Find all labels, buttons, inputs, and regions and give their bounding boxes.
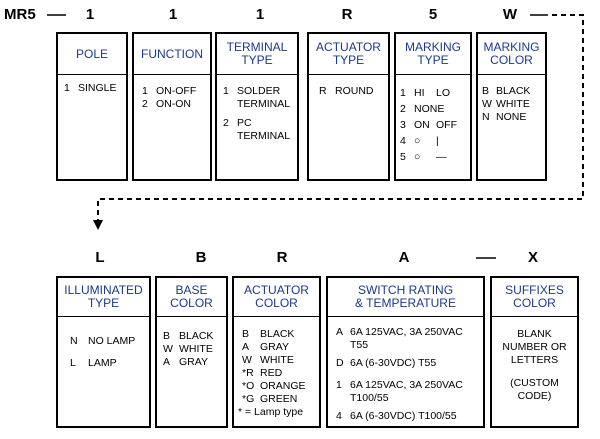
actuator-color-box: [232, 276, 321, 428]
illuminated-option: L LAMP: [70, 357, 117, 369]
marking-color-box: [476, 32, 547, 181]
marking-type-option: 4 ○ |: [400, 135, 439, 147]
actuator-color-option: W WHITE: [242, 354, 294, 366]
terminal-title: TERMINAL TYPE: [217, 34, 297, 75]
code-marking-type: 5: [428, 6, 438, 23]
code-pole: 1: [85, 6, 95, 23]
code-switch-rating: A: [398, 249, 410, 266]
suffix-letters: LETTERS: [510, 354, 559, 366]
function-option: 2 ON-ON: [142, 98, 191, 110]
suffixes-title: SUFFIXES COLOR: [492, 278, 577, 317]
lamp-type-note: * = Lamp type: [238, 406, 304, 418]
code-illuminated: L: [95, 249, 105, 266]
suffix-number-or: NUMBER OR: [502, 341, 567, 353]
switch-rating-box: SWITCH RATING & TEMPERATURE A 6A 125VAC, 3A 250VAC T55 D 6A (6-30VDC) T55 1 6A 125VAC, 3A 250VAC T100/55 4 6A (6-30VDC) T100/55: [326, 276, 485, 428]
actuator-color-title: ACTUATOR COLOR: [234, 278, 319, 317]
suffix-code: CODE): [517, 390, 552, 402]
pole-box: [56, 32, 128, 181]
base-color-title: BASE COLOR: [157, 278, 226, 317]
marking-type-option: 1 HI LO: [400, 87, 451, 99]
base-color-option: B BLACK: [163, 330, 214, 342]
terminal-option: 1 SOLDER: [223, 85, 281, 97]
base-color-option: W WHITE: [163, 343, 213, 355]
switch-rating-title: SWITCH RATING & TEMPERATURE: [328, 278, 483, 317]
part-prefix: MR5: [4, 6, 36, 23]
actuator-type-title: ACTUATOR TYPE: [309, 34, 388, 75]
suffixes-box: [490, 276, 579, 428]
marking-type-option: 5 ○ —: [400, 151, 447, 163]
actuator-type-option: R ROUND: [319, 85, 374, 97]
marking-type-title: MARKING TYPE: [396, 34, 470, 75]
code-base-color: B: [195, 249, 207, 266]
marking-color-title: MARKING COLOR: [478, 34, 545, 75]
actuator-color-option: *G GREEN: [242, 393, 298, 405]
switch-rating-option: A 6A 125VAC, 3A 250VAC: [336, 326, 463, 338]
marking-color-option: B BLACK: [482, 85, 531, 97]
pole-title: POLE: [58, 34, 126, 75]
code-terminal: 1: [255, 6, 265, 23]
marking-type-option: 3 ON OFF: [400, 119, 457, 131]
actuator-type-box: [307, 32, 390, 181]
code-suffixes: X: [527, 249, 538, 266]
switch-rating-option: 4 6A (6-30VDC) T100/55: [336, 410, 457, 422]
marking-color-option: W WHITE: [482, 98, 530, 110]
pole-option: 1 SINGLE: [64, 82, 117, 94]
illuminated-box: [56, 276, 151, 428]
base-color-option: A GRAY: [163, 356, 208, 368]
function-title: FUNCTION: [134, 34, 210, 75]
actuator-color-option: A GRAY: [242, 341, 289, 353]
code-actuator-type: R: [341, 6, 353, 23]
switch-rating-option: D 6A (6-30VDC) T55: [336, 357, 437, 369]
code-actuator-color: R: [276, 249, 288, 266]
switch-rating-option: 1 6A 125VAC, 3A 250VAC: [336, 379, 463, 391]
suffix-blank: BLANK: [517, 328, 552, 340]
marking-type-option: 2 NONE: [400, 103, 445, 115]
terminal-box: TERMINAL TYPE 1 SOLDER TERMINAL 2 PC TERMINAL: [215, 32, 299, 181]
base-color-box: [155, 276, 228, 428]
suffix-custom: (CUSTOM: [510, 377, 559, 389]
actuator-color-option: B BLACK: [242, 328, 295, 340]
function-box: [132, 32, 212, 181]
terminal-option: 2 PC: [223, 117, 252, 129]
actuator-color-option: *R RED: [242, 367, 283, 379]
code-marking-color: W: [502, 6, 518, 23]
code-function: 1: [168, 6, 178, 23]
function-option: 1 ON-OFF: [142, 85, 197, 97]
marking-color-option: N NONE: [482, 111, 527, 123]
illuminated-title: ILLUMINATED TYPE: [58, 278, 149, 317]
marking-type-box: [394, 32, 472, 181]
illuminated-option: N NO LAMP: [70, 335, 136, 347]
actuator-color-option: *O ORANGE: [242, 380, 306, 392]
